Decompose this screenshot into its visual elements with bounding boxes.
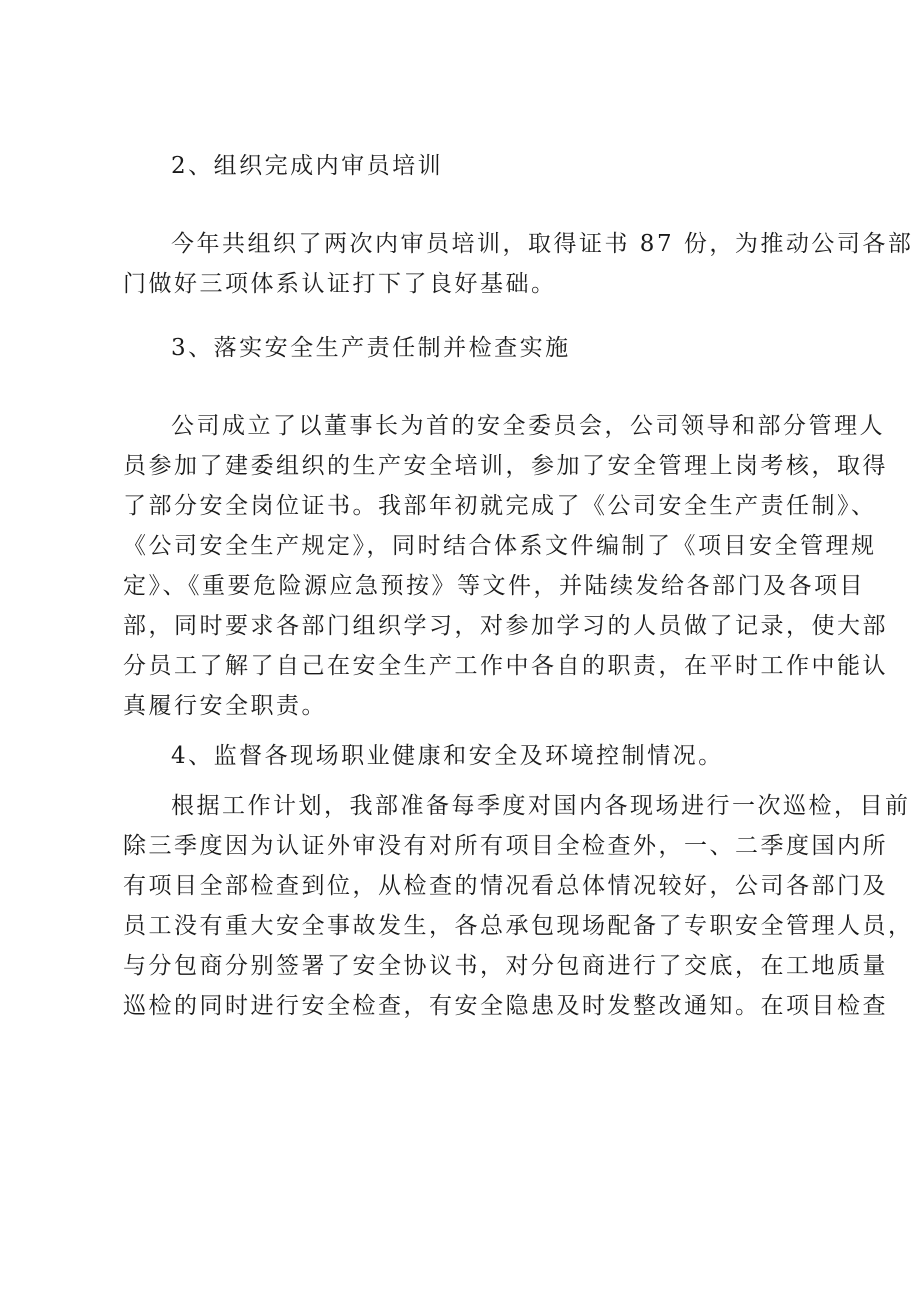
section-heading-safety-responsibility: 3、落实安全生产责任制并检查实施 bbox=[171, 335, 571, 361]
paragraph-line: 公司成立了以董事长为首的安全委员会，公司领导和部分管理人 bbox=[171, 413, 885, 439]
paragraph-line: 分员工了解了自己在安全生产工作中各自的职责，在平时工作中能认 bbox=[123, 653, 888, 679]
paragraph-line: 部，同时要求各部门组织学习，对参加学习的人员做了记录，使大部 bbox=[123, 613, 888, 639]
paragraph-line: 有项目全部检查到位，从检查的情况看总体情况较好，公司各部门及 bbox=[123, 873, 888, 899]
paragraph-line: 门做好三项体系认证打下了良好基础。 bbox=[123, 271, 557, 297]
paragraph-line: 了部分安全岗位证书。我部年初就完成了《公司安全生产责任制》、 bbox=[123, 493, 877, 519]
paragraph-line: 除三季度因为认证外审没有对所有项目全检查外，一、二季度国内所 bbox=[123, 833, 888, 859]
paragraph-line: 根据工作计划，我部准备每季度对国内各现场进行一次巡检，目前 bbox=[171, 793, 911, 819]
section-heading-training: 2、组织完成内审员培训 bbox=[171, 153, 444, 179]
paragraph-line: 《公司安全生产规定》，同时结合体系文件编制了《项目安全管理规 bbox=[123, 533, 877, 559]
paragraph-line: 与分包商分别签署了安全协议书，对分包商进行了交底，在工地质量 bbox=[123, 953, 888, 979]
paragraph-line: 员工没有重大安全事故发生，各总承包现场配备了专职安全管理人员， bbox=[123, 913, 914, 939]
paragraph-line: 定》、《重要危险源应急预按》等文件，并陆续发给各部门及各项目 bbox=[123, 573, 865, 599]
paragraph-line: 今年共组织了两次内审员培训，取得证书 87 份，为推动公司各部 bbox=[171, 231, 914, 257]
paragraph-line: 员参加了建委组织的生产安全培训，参加了安全管理上岗考核，取得 bbox=[123, 453, 888, 479]
section-heading-site-supervision: 4、监督各现场职业健康和安全及环境控制情况。 bbox=[171, 743, 724, 769]
document-body bbox=[123, 146, 914, 1026]
paragraph-line: 真履行安全职责。 bbox=[123, 693, 327, 719]
paragraph-line: 巡检的同时进行安全检查，有安全隐患及时发整改通知。在项目检查 bbox=[123, 993, 888, 1019]
